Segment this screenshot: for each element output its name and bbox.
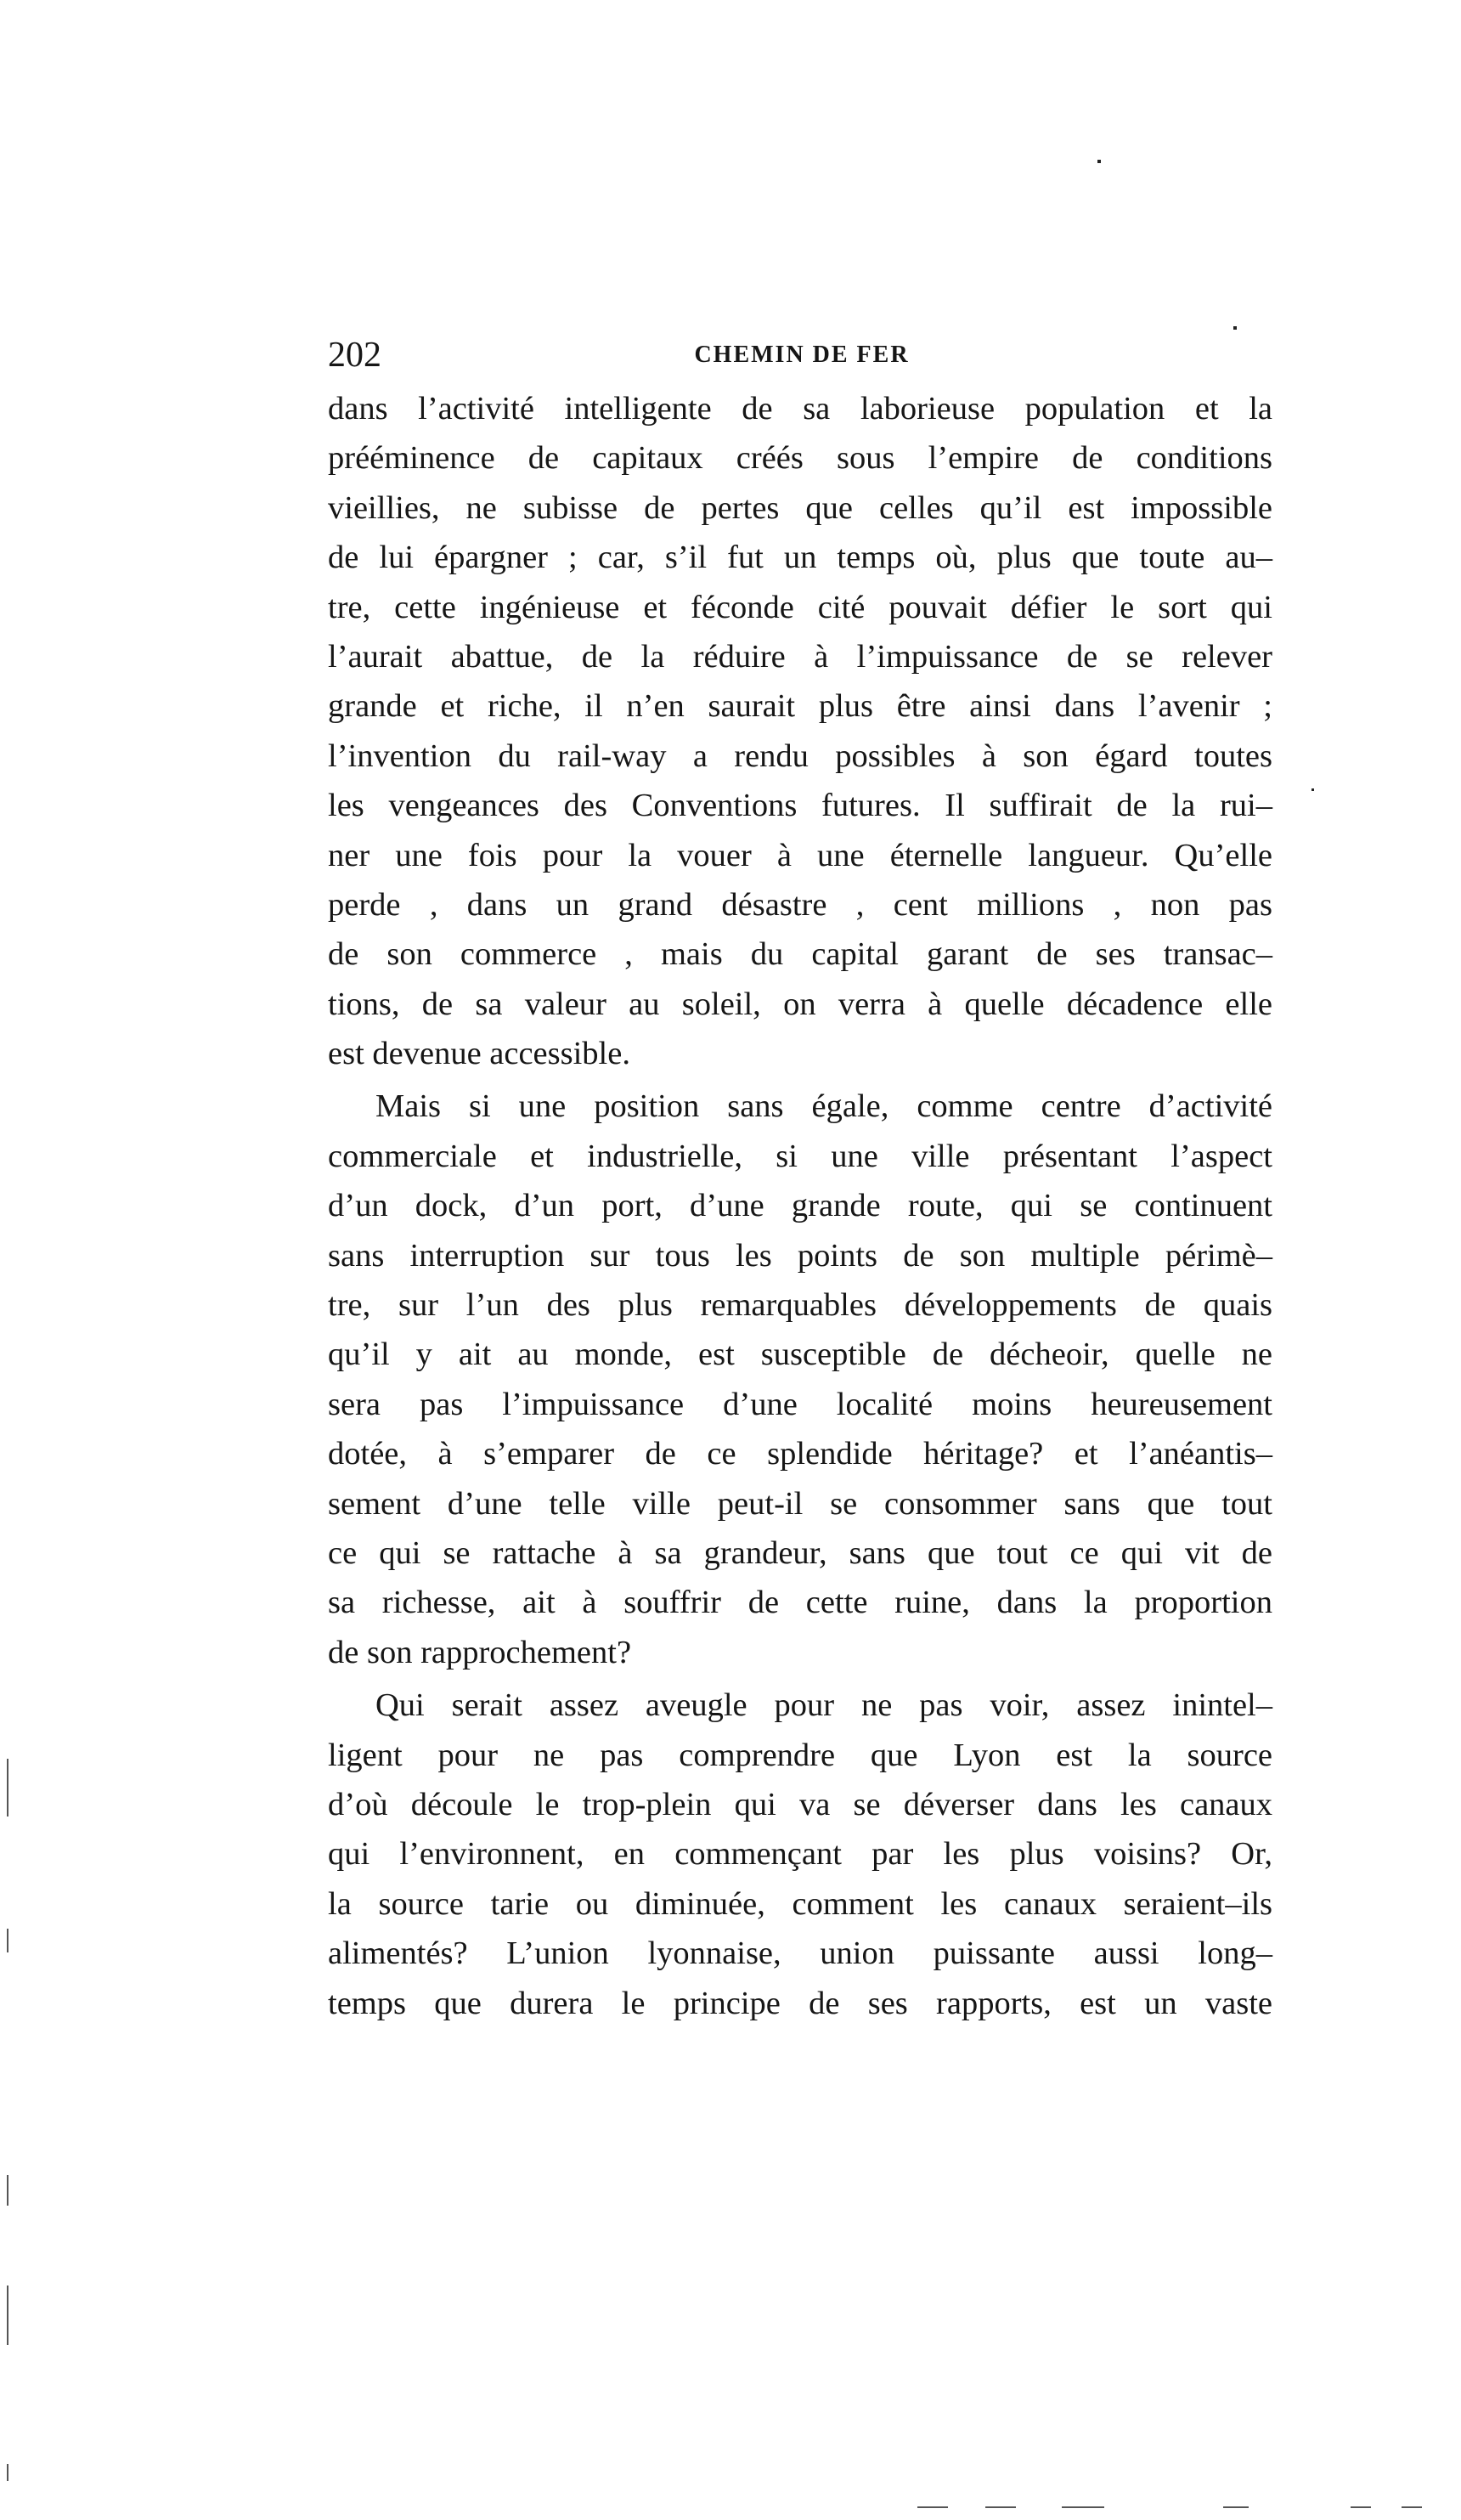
- paragraph-2: [328, 1082, 1272, 1677]
- scan-speck: [1097, 160, 1101, 163]
- scan-speck: [1233, 326, 1237, 330]
- text-line: Qui serait assez aveugle pour ne pas voir, assez inintel–: [375, 1687, 1272, 1724]
- text-line: sans interruption sur tous les points de son multiple périmè–: [328, 1237, 1272, 1274]
- text-line: sa richesse, ait à souffrir de cette ruine, dans la proportion: [328, 1585, 1272, 1621]
- scan-edge-mark: [7, 2286, 8, 2345]
- scan-edge-mark: [985, 2506, 1016, 2508]
- scan-edge-mark: [7, 2464, 8, 2481]
- scan-edge-mark: [7, 2175, 8, 2206]
- text-line: vieillies, ne subisse de pertes que celles qu’il est impossible: [328, 489, 1272, 526]
- text-line: perde , dans un grand désastre , cent millions , non pas: [328, 886, 1272, 923]
- scan-edge-mark: [7, 1929, 8, 1952]
- text-line: temps que durera le principe de ses rapports, est un vaste: [328, 1985, 1272, 2021]
- running-title: CHEMIN DE FER: [694, 342, 910, 368]
- text-line: d’où découle le trop-plein qui va se déverser dans les canaux: [328, 1786, 1272, 1822]
- text-line: sement d’une telle ville peut-il se consommer sans que tout: [328, 1485, 1272, 1522]
- text-line: qu’il y ait au monde, est susceptible de décheoir, quelle ne: [328, 1336, 1272, 1373]
- page-number: 202: [328, 336, 381, 375]
- text-line: commerciale et industrielle, si une ville présentant l’aspect: [328, 1138, 1272, 1174]
- scan-edge-mark: [1351, 2506, 1371, 2508]
- text-line: l’aurait abattue, de la réduire à l’impuissance de se relever: [328, 638, 1272, 675]
- text-line: prééminence de capitaux créés sous l’empire de conditions: [328, 440, 1272, 477]
- text-line: est devenue accessible.: [328, 1036, 630, 1072]
- running-head: [328, 330, 1276, 381]
- text-line: alimentés? L’union lyonnaise, union puissante aussi long–: [328, 1935, 1272, 1972]
- text-line: les vengeances des Conventions futures. Il suffirait de la rui–: [328, 788, 1272, 824]
- text-line: dotée, à s’emparer de ce splendide héritage? et l’anéantis–: [328, 1436, 1272, 1472]
- text-line: tre, sur l’un des plus remarquables développements de quais: [328, 1287, 1272, 1324]
- text-line: qui l’environnent, en commençant par les plus voisins? Or,: [328, 1836, 1272, 1873]
- text-line: d’un dock, d’un port, d’une grande route, qui se continuent: [328, 1188, 1272, 1224]
- paragraph-1: [328, 384, 1272, 1078]
- scan-edge-mark: [1223, 2506, 1249, 2508]
- text-line: Mais si une position sans égale, comme centre d’activité: [375, 1088, 1272, 1125]
- text-line: de son commerce , mais du capital garant de ses transac–: [328, 936, 1272, 973]
- text-line: grande et riche, il n’en saurait plus être ainsi dans l’avenir ;: [328, 688, 1272, 725]
- text-line: dans l’activité intelligente de sa laborieuse population et la: [328, 391, 1272, 427]
- text-line: de son rapprochement?: [328, 1634, 632, 1670]
- scan-edge-mark: [1402, 2506, 1422, 2508]
- scan-edge-mark: [917, 2506, 948, 2508]
- text-line: ce qui se rattache à sa grandeur, sans que tout ce qui vit de: [328, 1534, 1272, 1571]
- text-line: l’invention du rail-way a rendu possibles à son égard toutes: [328, 737, 1272, 774]
- text-line: de lui épargner ; car, s’il fut un temps où, plus que toute au–: [328, 540, 1272, 576]
- paragraph-3: [328, 1681, 1272, 2028]
- text-line: sera pas l’impuissance d’une localité moins heureusement: [328, 1386, 1272, 1422]
- text-line: tre, cette ingénieuse et féconde cité pouvait défier le sort qui: [328, 589, 1272, 625]
- text-line: la source tarie ou diminuée, comment les canaux seraient–ils: [328, 1885, 1272, 1922]
- scan-speck: [1312, 788, 1314, 791]
- text-line: tions, de sa valeur au soleil, on verra à quelle décadence elle: [328, 986, 1272, 1022]
- scan-edge-mark: [1062, 2506, 1104, 2508]
- scan-edge-mark: [7, 1759, 8, 1817]
- text-line: ner une fois pour la vouer à une éternelle langueur. Qu’elle: [328, 837, 1272, 873]
- body-text: [328, 384, 1272, 2031]
- text-line: ligent pour ne pas comprendre que Lyon est la source: [328, 1737, 1272, 1773]
